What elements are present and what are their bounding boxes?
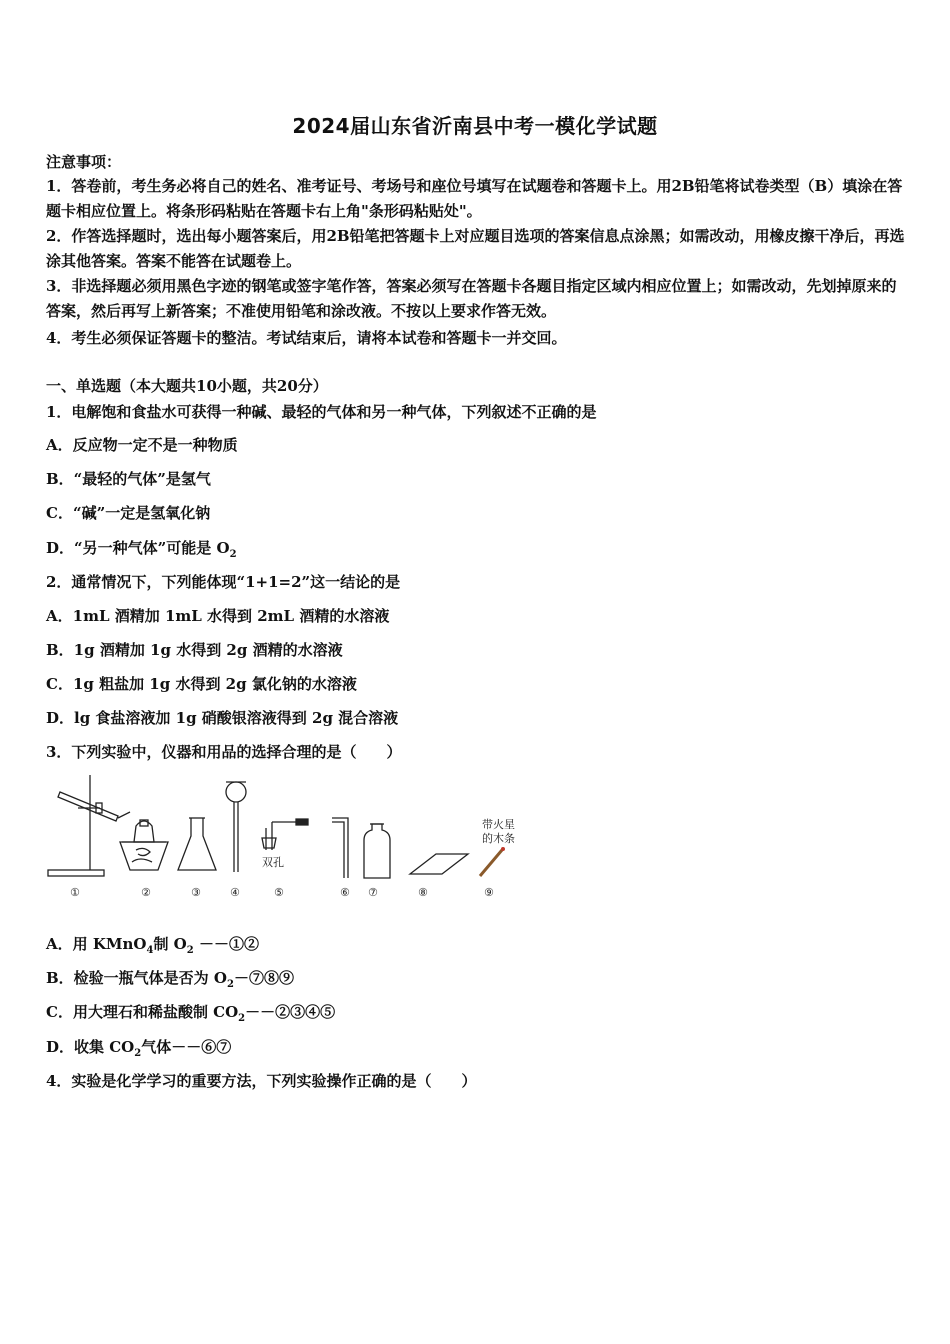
question-2-stem: 2．通常情况下，下列能体现“1+1=2”这一结论的是 xyxy=(46,573,401,591)
label-double-hole: 双孔 xyxy=(262,856,284,869)
label-splint-line2: 的木条 xyxy=(482,832,515,845)
question-1-option-b: B．“最轻的气体”是氢气 xyxy=(46,470,211,488)
question-1-option-c: C．“碱”一定是氢氧化钠 xyxy=(46,504,211,522)
notice-heading: 注意事项： xyxy=(46,153,122,171)
question-1-stem: 1．电解饱和食盐水可获得一种碱、最轻的气体和另一种气体，下列叙述不正确的是 xyxy=(46,403,597,421)
label-splint-line1: 带火星 xyxy=(482,818,515,831)
bent-tube-icon xyxy=(332,818,348,878)
iron-stand-icon xyxy=(48,775,130,876)
question-2-option-b: B．1g 酒精加 1g 水得到 2g 酒精的水溶液 xyxy=(46,641,343,659)
question-3-option-a: A．用 KMnO$_4$制 $O_2$ －－①② xyxy=(46,935,259,956)
question-3-option-b: B．检验一瓶气体是否为 $O_2-⑦⑧⑨$ xyxy=(46,969,294,990)
section-heading: 一、单选题（本大题共10小题，共20分） xyxy=(46,377,328,395)
long-neck-funnel-icon xyxy=(226,782,246,872)
notice-item-1: 1．答卷前，考生务必将自己的姓名、准考证号、考场号和座位号填写在试题卷和答题卡上。用2B铅笔将试卷类型（B）填涂在答题卡相应位置上。将条形码粘贴在答题卡右上角"条形码粘贴处"。 xyxy=(46,177,903,220)
question-2-option-c: C．1g 粗盐加 1g 水得到 2g 氯化钠的水溶液 xyxy=(46,675,357,693)
page-title: 2024届山东省沂南县中考一模化学试题 xyxy=(292,114,658,138)
apparatus-figure xyxy=(40,770,540,905)
apparatus-number-8: ⑧ xyxy=(418,886,428,899)
alcohol-lamp-icon xyxy=(120,820,168,870)
question-2-option-a: A．1mL 酒精加 1mL 水得到 2mL 酒精的水溶液 xyxy=(46,607,390,625)
glass-plate-icon xyxy=(410,854,468,874)
question-4-stem: 4．实验是化学学习的重要方法，下列实验操作正确的是（ ） xyxy=(46,1072,477,1090)
notice-item-4: 4．考生必须保证答题卡的整洁。考试结束后，请将本试卷和答题卡一并交回。 xyxy=(46,329,567,347)
question-1-option-d: D．“另一种气体”可能是 $O_2$ xyxy=(46,539,237,560)
apparatus-number-1: ① xyxy=(70,886,80,899)
question-2-option-d: D．lg 食盐溶液加 1g 硝酸银溶液得到 2g 混合溶液 xyxy=(46,709,399,727)
apparatus-number-3: ③ xyxy=(191,886,201,899)
glowing-splint-icon xyxy=(480,847,505,876)
question-3-stem: 3．下列实验中，仪器和用品的选择合理的是（ ） xyxy=(46,743,402,761)
notice-item-2: 2．作答选择题时，选出每小题答案后，用2B铅笔把答题卡上对应题目选项的答案信息点涂黑；如需改动，用橡皮擦干净后，再选涂其他答案。答案不能答在试题卷上。 xyxy=(46,227,905,270)
apparatus-number-4: ④ xyxy=(230,886,240,899)
apparatus-number-2: ② xyxy=(141,886,151,899)
question-3-option-c: C．用大理石和稀盐酸制 $CO_2--②③④⑤$ xyxy=(46,1003,336,1024)
question-3-option-d: D．收集 $CO_2$气体－－⑥⑦ xyxy=(46,1038,232,1059)
notice-item-3: 3．非选择题必须用黑色字迹的钢笔或签字笔作答，答案必须写在答题卡各题目指定区域内相应位置上；如需改动，先划掉原来的答案，然后再写上新答案；不准使用铅笔和涂改液。不按以上要求作答无效。 xyxy=(46,277,897,320)
question-1-option-a: A．反应物一定不是一种物质 xyxy=(46,436,238,454)
conical-flask-icon xyxy=(178,818,216,870)
gas-bottle-icon xyxy=(364,824,390,878)
apparatus-number-5: ⑤ xyxy=(274,886,284,899)
apparatus-number-6: ⑥ xyxy=(340,886,350,899)
double-hole-stopper-icon xyxy=(262,819,308,850)
apparatus-number-9: ⑨ xyxy=(484,886,494,899)
apparatus-number-7: ⑦ xyxy=(368,886,378,899)
